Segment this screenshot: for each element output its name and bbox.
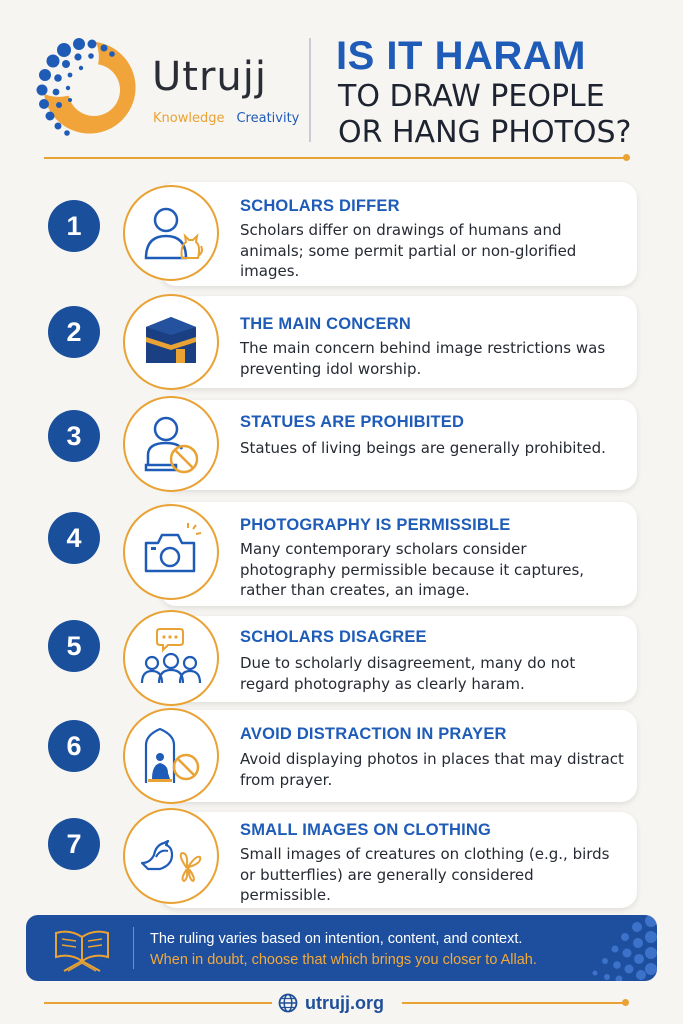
item-number-badge: 4	[48, 512, 100, 564]
list-item	[0, 612, 683, 704]
item-icon-circle	[123, 610, 219, 706]
footer-banner	[26, 915, 657, 981]
website-link[interactable]	[278, 990, 384, 1016]
banner-text-highlight: When in doubt, choose that which brings you closer to Allah.	[150, 952, 537, 968]
header-divider	[309, 38, 311, 142]
open-quran-icon	[52, 925, 112, 973]
list-item	[0, 806, 683, 910]
tagline-creativity: Creativity	[236, 111, 300, 126]
item-icon-circle	[123, 185, 219, 281]
item-icon-circle	[123, 708, 219, 804]
kaaba-icon	[138, 309, 204, 375]
utrujj-logo-icon	[34, 34, 144, 144]
item-description: Many contemporary scholars consider photography permissible because it captures, rather than creates, an image.	[240, 540, 585, 599]
list-item	[0, 178, 683, 290]
list-item	[0, 498, 683, 610]
item-icon-circle	[123, 808, 219, 904]
footer-rule-right	[402, 1002, 624, 1004]
item-icon-circle	[123, 504, 219, 600]
item-number-badge: 5	[48, 620, 100, 672]
item-description: Statues of living beings are generally prohibited.	[240, 439, 606, 457]
prayer-no-distraction-icon	[138, 723, 204, 789]
page-title-line-1: IS IT HARAM	[336, 34, 586, 78]
item-number-badge: 3	[48, 410, 100, 462]
item-title: STATUES ARE PROHIBITED	[240, 413, 465, 431]
banner-text-primary: The ruling varies based on intention, content, and context.	[150, 931, 523, 947]
item-number-badge: 7	[48, 818, 100, 870]
item-number-badge: 6	[48, 720, 100, 772]
group-discussion-icon	[138, 625, 204, 691]
page-title-line-2: TO DRAW PEOPLE	[338, 79, 605, 114]
footer-rule-dot	[622, 999, 629, 1006]
item-title: SMALL IMAGES ON CLOTHING	[240, 821, 492, 839]
list-item	[0, 294, 683, 392]
person-with-cat-icon	[138, 200, 204, 266]
item-description: The main concern behind image restrictions was preventing idol worship.	[240, 339, 606, 378]
item-title: AVOID DISTRACTION IN PRAYER	[240, 725, 507, 743]
page-title-line-3: OR HANG PHOTOS?	[338, 115, 632, 150]
item-description: Small images of creatures on clothing (e.g., birds or butterflies) are generally considered permissible.	[240, 845, 610, 904]
website-url[interactable]: utrujj.org	[305, 992, 384, 1013]
header-rule	[44, 157, 626, 159]
camera-icon	[138, 519, 204, 585]
header	[0, 0, 683, 160]
item-description: Due to scholarly disagreement, many do not regard photography as clearly haram.	[240, 654, 576, 693]
item-number-badge: 2	[48, 306, 100, 358]
item-title: SCHOLARS DIFFER	[240, 197, 400, 215]
list-item	[0, 396, 683, 494]
tagline-knowledge: Knowledge	[153, 111, 225, 126]
header-rule-dot	[623, 154, 630, 161]
item-title: SCHOLARS DISAGREE	[240, 628, 427, 646]
globe-icon	[278, 993, 298, 1013]
item-title: THE MAIN CONCERN	[240, 315, 411, 333]
item-description: Scholars differ on drawings of humans and animals; some permit partial or non-glorified images.	[240, 221, 577, 280]
item-number-badge: 1	[48, 200, 100, 252]
brand-tagline	[153, 111, 299, 126]
statue-prohibited-icon	[138, 411, 204, 477]
brand-name: Utrujj	[152, 54, 267, 100]
banner-divider	[133, 927, 134, 969]
list-item	[0, 706, 683, 806]
item-icon-circle	[123, 294, 219, 390]
footer-rule-left	[44, 1002, 272, 1004]
item-description: Avoid displaying photos in places that may distract from prayer.	[240, 750, 624, 789]
item-icon-circle	[123, 396, 219, 492]
bird-and-butterfly-icon	[138, 823, 204, 889]
banner-dot-pattern	[547, 915, 657, 981]
item-title: PHOTOGRAPHY IS PERMISSIBLE	[240, 516, 511, 534]
